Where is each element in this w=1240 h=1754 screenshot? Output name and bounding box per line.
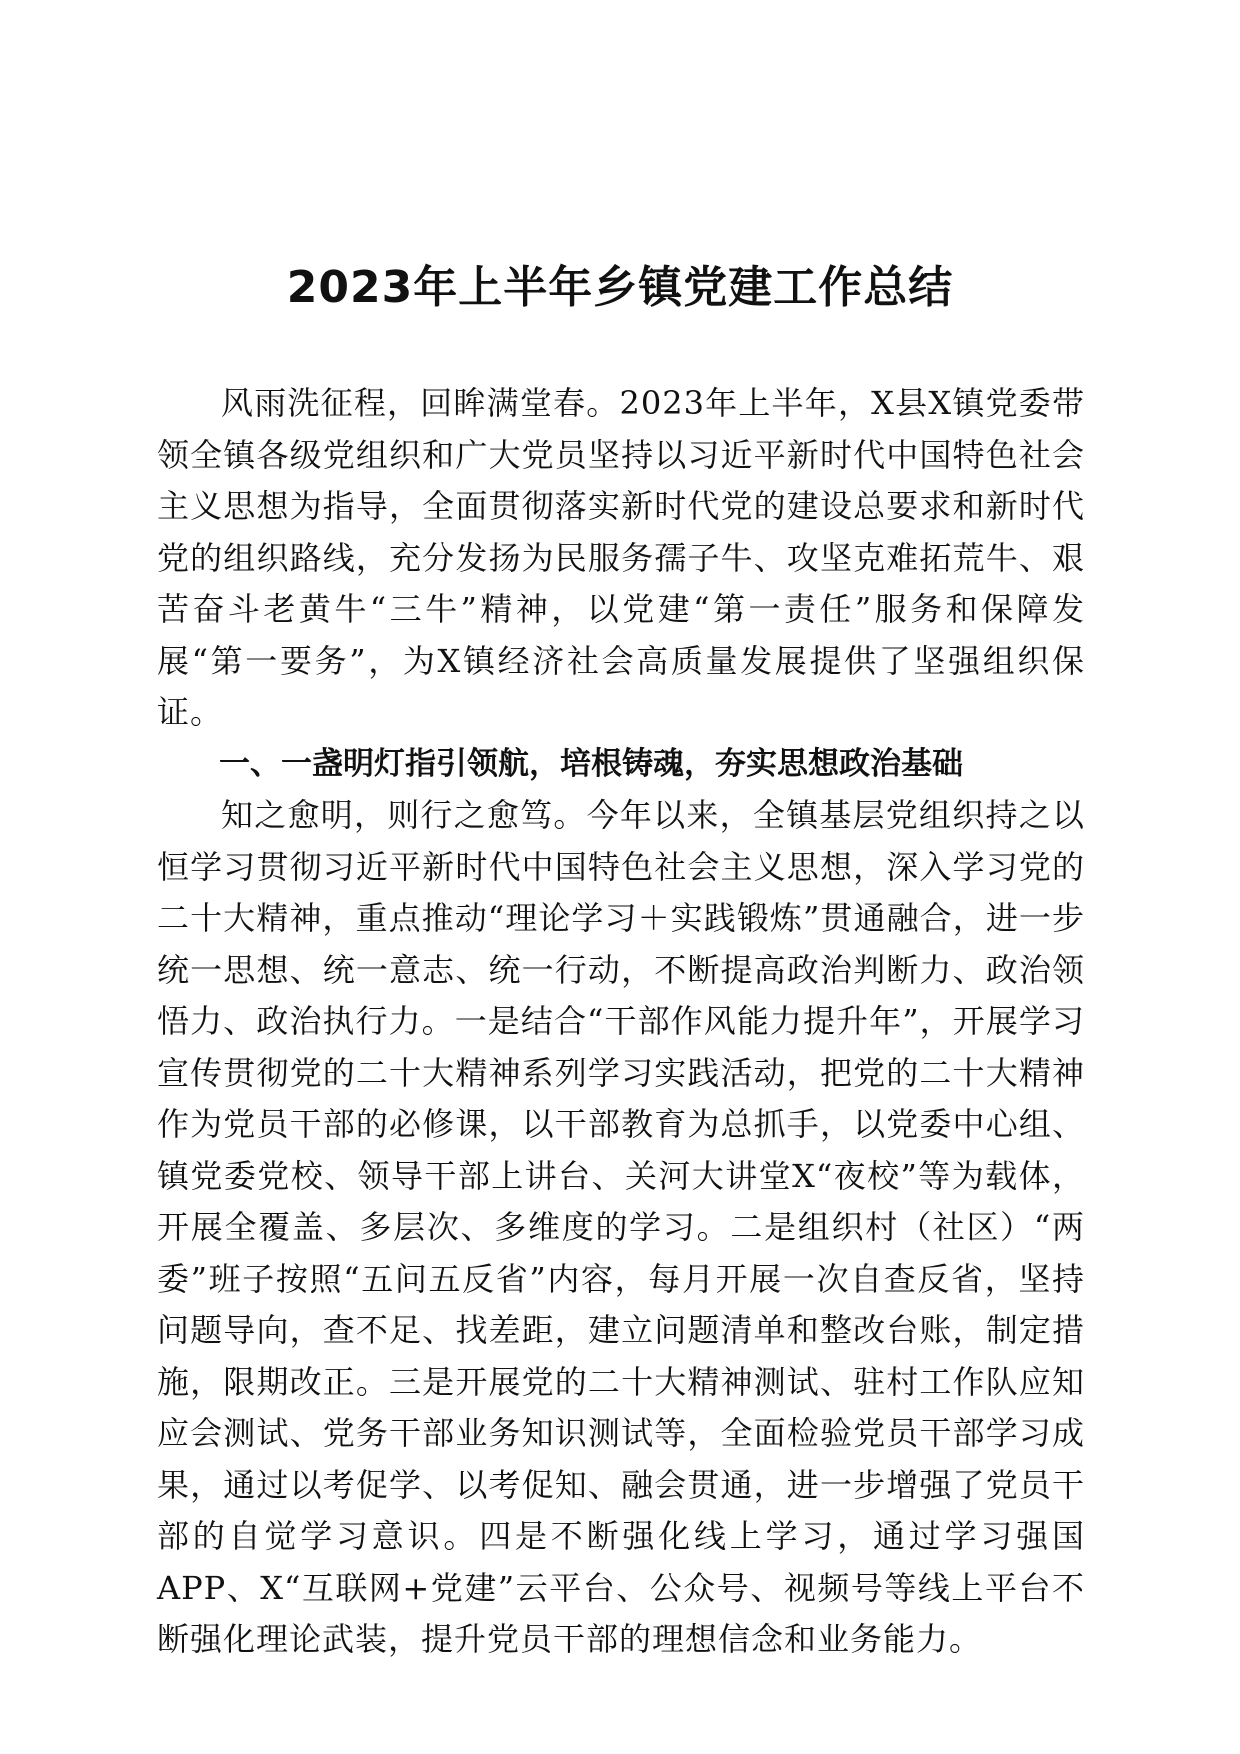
document-body <box>157 378 1085 1666</box>
section-paragraph: 知之愈明，则行之愈笃。今年以来，全镇基层党组织持之以恒学习贯彻习近平新时代中国特色社会主义思想，深入学习党的二十大精神，重点推动“理论学习＋实践锻炼”贯通融合，进一步统一思想、统一意志、统一行动，不断提高政治判断力、政治领悟力、政治执行力。一是结合“干部作风能力提升年”，开展学习宣传贯彻党的二十大精神系列学习实践活动，把党的二十大精神作为党员干部的必修课，以干部教育为总抓手，以党委中心组、镇党委党校、领导干部上讲台、关河大讲堂X“夜校”等为载体，开展全覆盖、多层次、多维度的学习。二是组织村（社区）“两委”班子按照“五问五反省”内容，每月开展一次自查反省，坚持问题导向，查不足、找差距，建立问题清单和整改台账，制定措施，限期改正。三是开展党的二十大精神测试、驻村工作队应知应会测试、党务干部业务知识测试等，全面检验党员干部学习成果，通过以考促学、以考促知、融会贯通，进一步增强了党员干部的自觉学习意识。四是不断强化线上学习，通过学习强国APP、X“互联网+党建”云平台、公众号、视频号等线上平台不断强化理论武装，提升党员干部的理想信念和业务能力。 <box>157 796 1085 1658</box>
document-title: 2023年上半年乡镇党建工作总结 <box>286 262 954 313</box>
section-heading: 一、一盏明灯指引领航，培根铸魂，夯实思想政治基础 <box>219 745 963 782</box>
intro-paragraph: 风雨洗征程，回眸满堂春。2023年上半年，X县X镇党委带领全镇各级党组织和广大党员坚持以习近平新时代中国特色社会主义思想为指导，全面贯彻落实新时代党的建设总要求和新时代党的组织路线，充分发扬为民服务孺子牛、攻坚克难拓荒牛、艰苦奋斗老黄牛“三牛”精神，以党建“第一责任”服务和保障发展“第一要务”，为X镇经济社会高质量发展提供了坚强组织保证。 <box>157 384 1085 731</box>
